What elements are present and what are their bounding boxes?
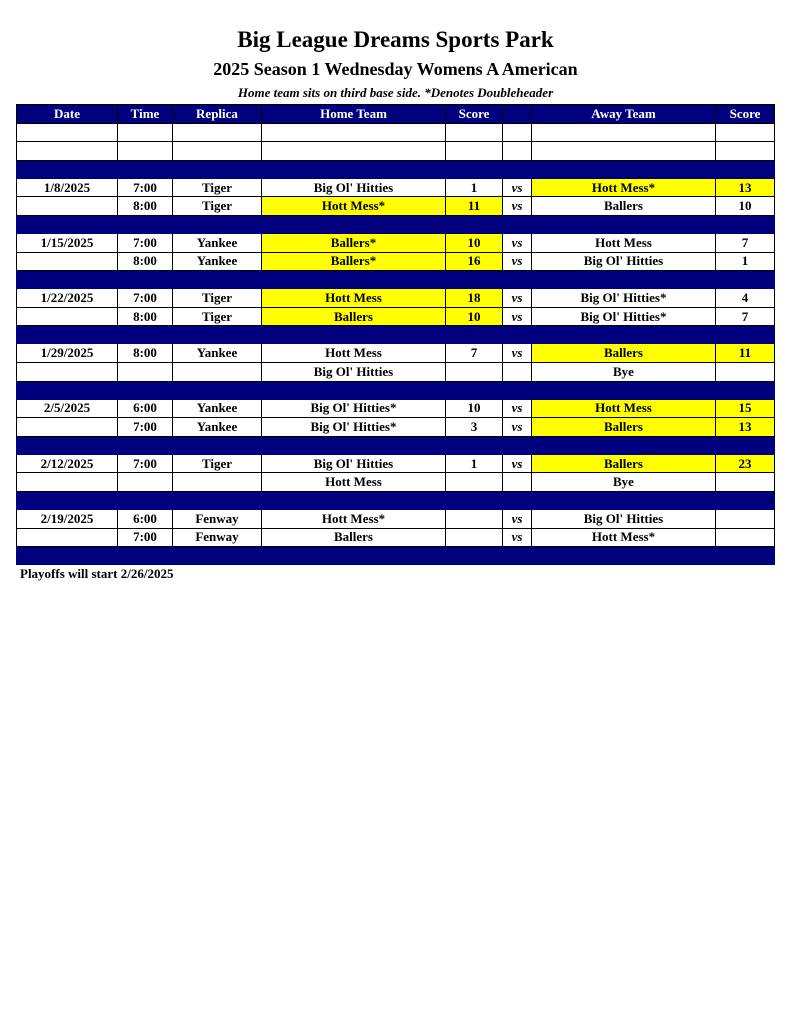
separator-cell [17,547,118,565]
vs-cell: vs [503,344,532,363]
replica-cell: Yankee [173,252,262,271]
separator-cell [503,160,532,178]
game-row [17,418,775,437]
vs-cell: vs [503,252,532,271]
time-cell [118,362,173,381]
date-cell: 2/19/2025 [17,509,118,528]
separator-cell [716,547,775,565]
separator-cell [532,271,716,289]
away-team-cell: Big Ol' Hitties* [532,307,716,326]
home-score-cell: 16 [446,252,503,271]
header-note: Home team sits on third base side. *Denotes Doubleheader [237,85,554,100]
separator-cell [446,381,503,399]
separator-cell [532,436,716,454]
vs-cell: vs [503,454,532,473]
away-score-cell: 13 [716,178,775,197]
away-team-cell: Hott Mess [532,399,716,418]
separator-row [17,215,775,233]
separator-cell [173,547,262,565]
separator-cell [118,381,173,399]
separator-cell [532,491,716,509]
replica-cell: Yankee [173,399,262,418]
time-cell: 8:00 [118,344,173,363]
away-score-cell [716,509,775,528]
home-score-cell: 3 [446,418,503,437]
date-cell [17,528,118,547]
separator-cell [446,436,503,454]
date-cell [17,418,118,437]
blank-cell [446,123,503,142]
replica-cell: Tiger [173,178,262,197]
vs-cell: vs [503,528,532,547]
separator-row [17,381,775,399]
time-cell: 8:00 [118,252,173,271]
separator-cell [17,436,118,454]
separator-cell [173,160,262,178]
separator-cell [173,326,262,344]
separator-cell [173,271,262,289]
separator-cell [262,547,446,565]
separator-cell [446,547,503,565]
col-header-time: Time [118,105,173,124]
away-team-cell: Big Ol' Hitties [532,509,716,528]
col-header-away-team: Away Team [532,105,716,124]
separator-cell [118,491,173,509]
home-team-cell: Big Ol' Hitties* [262,399,446,418]
time-cell: 6:00 [118,509,173,528]
separator-cell [262,326,446,344]
blank-cell [262,142,446,161]
vs-cell: vs [503,509,532,528]
blank-cell [503,123,532,142]
separator-cell [716,215,775,233]
separator-cell [446,271,503,289]
blank-cell [532,123,716,142]
home-score-cell: 1 [446,454,503,473]
away-score-cell: 10 [716,197,775,216]
date-cell: 2/12/2025 [17,454,118,473]
separator-cell [118,326,173,344]
col-header-date: Date [17,105,118,124]
separator-cell [716,160,775,178]
separator-cell [503,436,532,454]
time-cell: 8:00 [118,197,173,216]
col-header-home-score: Score [446,105,503,124]
vs-cell: vs [503,399,532,418]
separator-cell [118,215,173,233]
separator-cell [503,326,532,344]
game-row [17,197,775,216]
away-team-cell: Big Ol' Hitties* [532,289,716,308]
separator-cell [17,271,118,289]
home-score-cell: 10 [446,307,503,326]
game-row [17,178,775,197]
home-score-cell [446,509,503,528]
separator-cell [716,436,775,454]
away-score-cell: 7 [716,233,775,252]
bye-row [17,362,775,381]
separator-cell [262,381,446,399]
replica-cell: Yankee [173,233,262,252]
separator-row [17,160,775,178]
separator-cell [17,215,118,233]
home-score-cell: 10 [446,233,503,252]
vs-cell: vs [503,307,532,326]
time-cell: 7:00 [118,289,173,308]
time-cell: 8:00 [118,307,173,326]
separator-cell [17,491,118,509]
separator-row [17,271,775,289]
date-cell [17,473,118,492]
time-cell: 7:00 [118,178,173,197]
home-score-cell: 11 [446,197,503,216]
home-team-cell: Big Ol' Hitties [262,178,446,197]
away-team-cell: Big Ol' Hitties [532,252,716,271]
game-row [17,454,775,473]
home-team-cell: Ballers [262,307,446,326]
date-cell: 1/15/2025 [17,233,118,252]
blank-row [17,142,775,161]
game-row [17,252,775,271]
page-title: Big League Dreams Sports Park [237,27,554,52]
date-cell: 1/22/2025 [17,289,118,308]
separator-row [17,436,775,454]
separator-cell [503,547,532,565]
separator-row [17,491,775,509]
vs-cell: vs [503,418,532,437]
col-header-replica: Replica [173,105,262,124]
away-score-cell: 1 [716,252,775,271]
home-score-cell [446,528,503,547]
separator-cell [716,491,775,509]
home-team-cell: Ballers* [262,252,446,271]
game-row [17,233,775,252]
separator-cell [532,160,716,178]
vs-cell: vs [503,233,532,252]
separator-cell [118,436,173,454]
vs-cell: vs [503,289,532,308]
game-row [17,509,775,528]
blank-cell [17,123,118,142]
separator-cell [446,326,503,344]
home-team-cell: Hott Mess [262,473,446,492]
away-score-cell: 23 [716,454,775,473]
schedule-table [16,104,775,565]
game-row [17,528,775,547]
blank-cell [17,142,118,161]
table-header-row [17,105,775,124]
home-team-cell: Hott Mess [262,289,446,308]
replica-cell: Tiger [173,289,262,308]
away-score-cell [716,473,775,492]
separator-cell [532,326,716,344]
separator-cell [503,271,532,289]
vs-cell: vs [503,178,532,197]
separator-cell [17,381,118,399]
away-score-cell: 11 [716,344,775,363]
separator-cell [503,381,532,399]
home-team-cell: Ballers* [262,233,446,252]
home-team-cell: Hott Mess* [262,509,446,528]
away-score-cell [716,528,775,547]
separator-cell [446,215,503,233]
separator-cell [173,381,262,399]
game-row [17,289,775,308]
separator-cell [716,381,775,399]
separator-cell [17,326,118,344]
separator-cell [532,547,716,565]
blank-cell [173,123,262,142]
replica-cell: Yankee [173,418,262,437]
separator-cell [532,215,716,233]
blank-cell [173,142,262,161]
separator-cell [716,326,775,344]
separator-row [17,326,775,344]
time-cell: 6:00 [118,399,173,418]
blank-cell [503,142,532,161]
vs-cell [503,473,532,492]
blank-cell [118,142,173,161]
game-row [17,399,775,418]
separator-cell [173,436,262,454]
separator-cell [17,160,118,178]
away-team-cell: Ballers [532,197,716,216]
replica-cell: Tiger [173,307,262,326]
replica-cell: Tiger [173,454,262,473]
away-team-cell: Ballers [532,418,716,437]
replica-cell [173,473,262,492]
date-cell [17,197,118,216]
time-cell: 7:00 [118,528,173,547]
home-score-cell [446,473,503,492]
away-score-cell [716,362,775,381]
vs-cell: vs [503,197,532,216]
schedule-body [17,123,775,565]
vs-cell [503,362,532,381]
home-team-cell: Hott Mess [262,344,446,363]
col-header-home-team: Home Team [262,105,446,124]
replica-cell: Tiger [173,197,262,216]
time-cell: 7:00 [118,418,173,437]
date-cell [17,362,118,381]
blank-cell [716,123,775,142]
page-subtitle: 2025 Season 1 Wednesday Womens A American [213,59,578,79]
col-header-vs [503,105,532,124]
blank-cell [262,123,446,142]
away-team-cell: Ballers [532,454,716,473]
blank-row [17,123,775,142]
separator-cell [118,271,173,289]
home-score-cell: 1 [446,178,503,197]
home-team-cell: Big Ol' Hitties [262,362,446,381]
home-score-cell: 7 [446,344,503,363]
time-cell [118,473,173,492]
separator-cell [503,491,532,509]
home-score-cell: 18 [446,289,503,308]
blank-cell [446,142,503,161]
time-cell: 7:00 [118,233,173,252]
game-row [17,307,775,326]
date-cell [17,252,118,271]
away-team-cell: Bye [532,362,716,381]
replica-cell: Fenway [173,509,262,528]
away-score-cell: 7 [716,307,775,326]
date-cell: 2/5/2025 [17,399,118,418]
home-score-cell [446,362,503,381]
home-team-cell: Big Ol' Hitties* [262,418,446,437]
separator-cell [262,271,446,289]
playoffs-note: Playoffs will start 2/26/2025 [20,566,174,581]
separator-cell [262,160,446,178]
date-cell [17,307,118,326]
replica-cell [173,362,262,381]
bye-row [17,473,775,492]
separator-cell [262,491,446,509]
game-row [17,344,775,363]
away-score-cell: 4 [716,289,775,308]
col-header-away-score: Score [716,105,775,124]
date-cell: 1/29/2025 [17,344,118,363]
away-team-cell: Ballers [532,344,716,363]
home-team-cell: Ballers [262,528,446,547]
separator-cell [446,491,503,509]
separator-cell [118,160,173,178]
home-score-cell: 10 [446,399,503,418]
separator-cell [446,160,503,178]
time-cell: 7:00 [118,454,173,473]
blank-cell [118,123,173,142]
separator-cell [173,215,262,233]
replica-cell: Fenway [173,528,262,547]
home-team-cell: Big Ol' Hitties [262,454,446,473]
away-team-cell: Hott Mess* [532,528,716,547]
separator-cell [262,436,446,454]
separator-cell [716,271,775,289]
separator-cell [173,491,262,509]
away-score-cell: 15 [716,399,775,418]
home-team-cell: Hott Mess* [262,197,446,216]
away-team-cell: Hott Mess [532,233,716,252]
separator-cell [262,215,446,233]
away-score-cell: 13 [716,418,775,437]
date-cell: 1/8/2025 [17,178,118,197]
separator-row [17,547,775,565]
blank-cell [532,142,716,161]
separator-cell [118,547,173,565]
away-team-cell: Hott Mess* [532,178,716,197]
away-team-cell: Bye [532,473,716,492]
separator-cell [532,381,716,399]
separator-cell [503,215,532,233]
replica-cell: Yankee [173,344,262,363]
blank-cell [716,142,775,161]
